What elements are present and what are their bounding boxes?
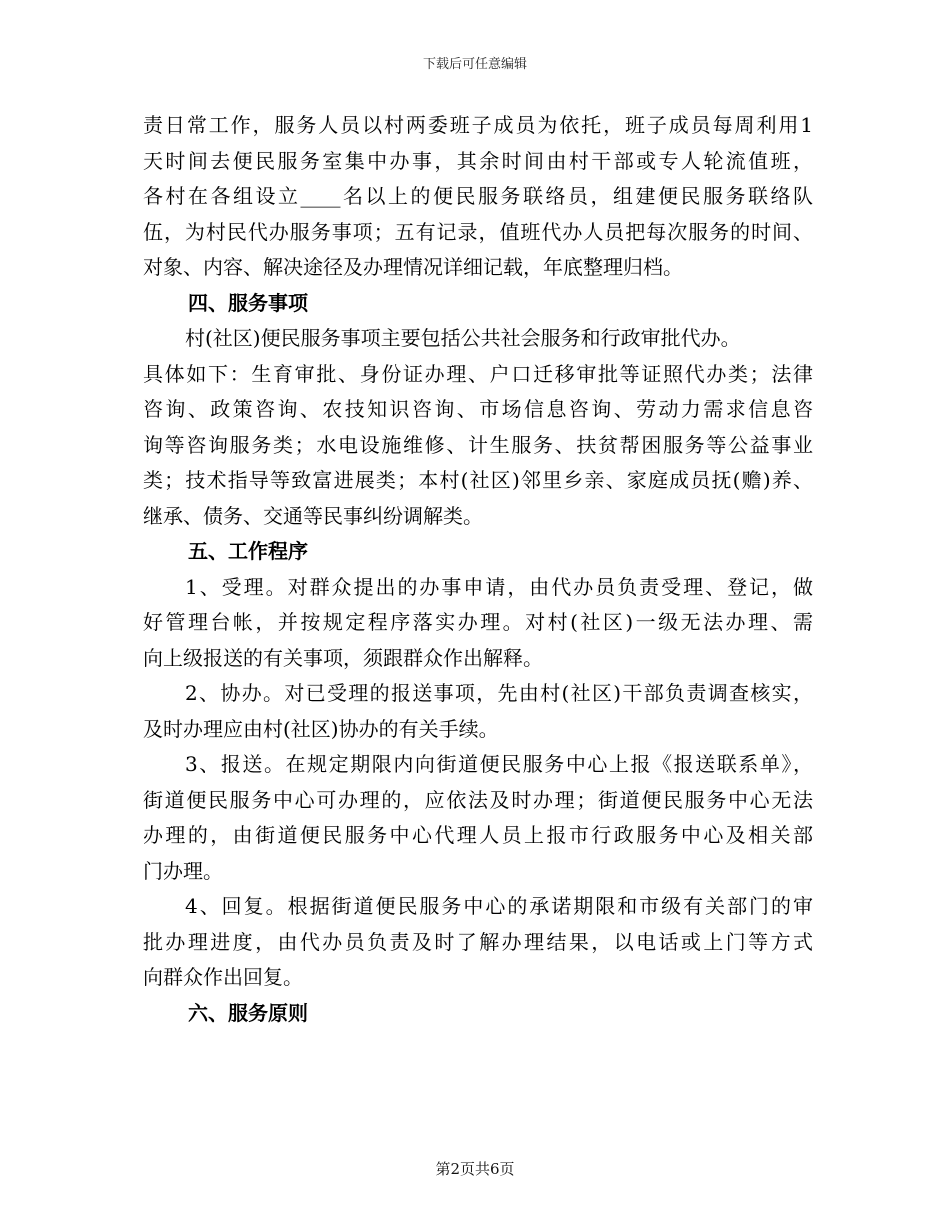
section-heading: 六、服务原则	[188, 1000, 308, 1025]
text-line: 批办理进度，由代办员负责及时了解办理结果，以电话或上门等方式	[143, 929, 813, 954]
text-line: 村(社区)便民服务事项主要包括公共社会服务和行政审批代办。	[185, 326, 741, 350]
text-line: 好管理台帐，并按规定程序落实办理。对村(社区)一级无法办理、需	[143, 610, 813, 634]
section-heading: 五、工作程序	[188, 539, 308, 563]
text-line: 对象、内容、解决途径及办理情况详细记载，年底整理归档。	[143, 255, 683, 279]
text-line: 咨询、政策咨询、农技知识咨询、市场信息咨询、劳动力需求信息咨	[143, 397, 813, 421]
text-line: 类；技术指导等致富进展类；本村(社区)邻里乡亲、家庭成员抚(赡)养、	[143, 468, 813, 492]
text-line: 询等咨询服务类；水电设施维修、计生服务、扶贫帮困服务等公益事业	[143, 432, 813, 457]
text-line: 向群众作出回复。	[143, 965, 303, 989]
document-body	[143, 108, 813, 1031]
page-header: 下载后可任意编辑	[422, 57, 527, 72]
text-line: 1、受理。对群众提出的办事申请，由代办员负责受理、登记，做	[185, 574, 813, 599]
text-line: 责日常工作，服务人员以村两委班子成员为依托，班子成员每周利用1	[143, 113, 813, 137]
page-footer: 第2页共6页	[435, 1160, 515, 1178]
text-line: 4、回复。根据街道便民服务中心的承诺期限和市级有关部门的审	[185, 894, 813, 918]
text-line: 门办理。	[143, 858, 223, 883]
text-line: 3、报送。在规定期限内向街道便民服务中心上报《报送联系单》，	[185, 752, 813, 776]
text-line: 街道便民服务中心可办理的，应依法及时办理；街道便民服务中心无法	[143, 787, 813, 812]
text-line: 具体如下：生育审批、身份证办理、户口迁移审批等证照代办类；法律	[143, 361, 813, 386]
section-heading: 四、服务事项	[188, 290, 308, 315]
text-line: 继承、债务、交通等民事纠纷调解类。	[143, 503, 483, 528]
text-line: 及时办理应由村(社区)协办的有关手续。	[143, 716, 499, 741]
text-line: 2、协办。对已受理的报送事项，先由村(社区)干部负责调查核实，	[185, 681, 813, 705]
text-line: 天时间去便民服务室集中办事，其余时间由村干部或专人轮流值班，	[143, 148, 813, 173]
text-line: 办理的，由街道便民服务中心代理人员上报市行政服务中心及相关部	[143, 823, 813, 847]
text-line: 伍，为村民代办服务事项；五有记录，值班代办人员把每次服务的时间、	[143, 219, 813, 244]
text-line: 各村在各组设立____名以上的便民服务联络员，组建便民服务联络队	[143, 184, 813, 208]
text-line: 向上级报送的有关事项，须跟群众作出解释。	[143, 645, 543, 670]
